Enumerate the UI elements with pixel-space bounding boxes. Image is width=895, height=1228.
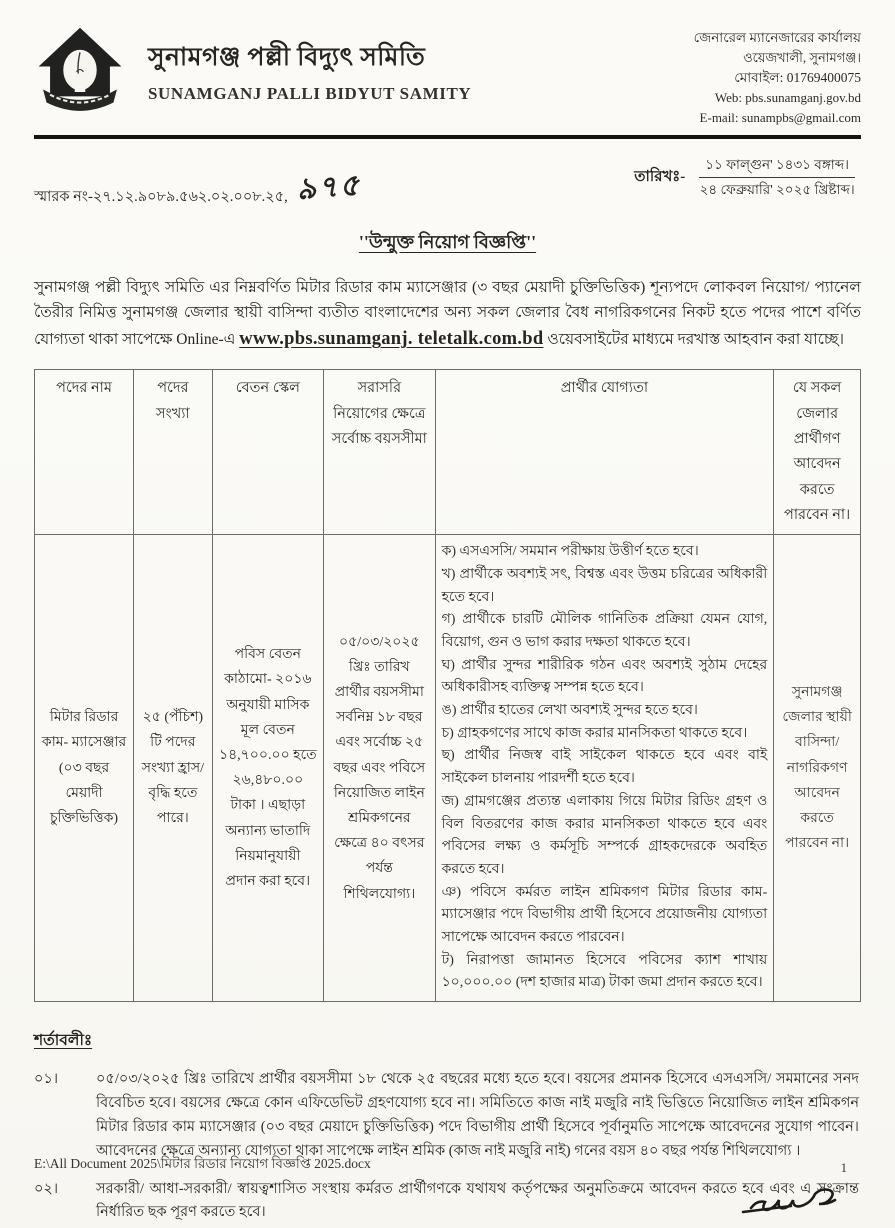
qualification-item: ছ) প্রার্থীর নিজস্ব বাই সাইকেল থাকতে হবে এবং বাই সাইকেল চালনায় পারদর্শী হতে হবে। [441, 748, 768, 787]
table-row [35, 535, 861, 1001]
header-divider [34, 135, 861, 139]
memo-number: স্মারক নং-২৭.১২.৯০৮৯.৫৬২.০২.০০৮.২৫, [34, 189, 288, 205]
memo-date-row [34, 155, 861, 218]
contact-block [694, 26, 861, 127]
col-header-excluded-districts: যে সকল জেলার প্রার্থীগণ আবেদন করতে পারবেন না। [774, 370, 861, 535]
term-text: সরকারী/ আধা-সরকারী/ স্বায়ত্বশাসিত সংস্থায় কর্মরত প্রার্থীগণকে যথাযথ কর্তৃপক্ষের অনুমতিক্রমে আবেদন করতে হবে এবং এ সংক্রান্ত নির্ধারিত ছক পূরণ করতে হবে। [96, 1180, 859, 1221]
org-name-english: SUNAMGANJ PALLI BIDYUT SAMITY [148, 83, 472, 103]
qualification-item: চ) গ্রাহকগণের সাথে কাজ করার মানসিকতা থাকতে হবে। [441, 725, 748, 741]
application-website-link[interactable]: www.pbs.sunamganj. teletalk.com.bd [239, 329, 544, 350]
term-number: ০২। [34, 1180, 59, 1197]
page-number: 1 [840, 1161, 847, 1175]
file-path: E:\All Document 2025\মিটার রিডার নিয়োগ বিজ্ঞপ্তি 2025.docx [34, 1156, 371, 1171]
term-text: ০৫/০৩/২০২৫ খ্রিঃ তারিখে প্রার্থীর বয়সসীমা ১৮ থেকে ২৫ বছরের মধ্যে হতে হবে। বয়সের প্রমানক হিসেবে এসএসসি/ সমমানের সনদ বিবেচিত হবে। বয়সের ক্ষেত্রে কোন এফিডেভিট গ্রহণযোগ্য হবে না। সমিতিতে কাজ নাই মজুরি নাই ভিত্তিতে নিয়োজিত লাইন শ্রমিকগন মিটার রিডার কাম ম্যাসেঞ্জার (০৩ বছর মেয়াদে চুক্তিভিত্তিক) পদে বিভাগীয় প্রার্থী হিসেবে পূর্বানুমতি সাপেক্ষে আবেদনের সুযোগ পাবেন। আবেদনের ক্ষেত্রে অন্যান্য যোগ্যতা থাকা সাপেক্ষে লাইন শ্রমিক (কাজ নাই মজুরি নাই) গনের বয়স ৪০ বছর পর্যন্ত শিথিলযোগ্য । [96, 1070, 859, 1159]
office-address: ওয়েজখালী, সুনামগঞ্জ। [743, 50, 861, 66]
qualification-item: খ) প্রার্থীকে অবশ্যই সৎ, বিশ্বস্ত এবং উত্তম চরিত্রের অধিকারী হতে হবে। [441, 567, 768, 605]
col-header-post-name: পদের নাম [35, 370, 134, 535]
mobile-number: মোবাইল: 01769400075 [734, 69, 861, 85]
page-footer [34, 1153, 861, 1176]
org-logo-icon [34, 26, 126, 114]
terms-heading: শর্তাবলীঃ [34, 1031, 93, 1049]
qualification-item: ঙ) প্রার্থীর হাতের লেখা অবশ্যই সুন্দর হতে হবে। [441, 703, 698, 719]
office-name: জেনারেল ম্যানেজারের কার্যালয় [693, 30, 861, 45]
term-item [34, 1068, 861, 1164]
col-header-pay-scale: বেতন স্কেল [212, 370, 324, 535]
excluded-districts-cell: সুনামগঞ্জ জেলার স্থায়ী বাসিন্দা/ নাগরিকগণ আবেদন করতে পারবেন না। [774, 535, 861, 1001]
letterhead [34, 26, 861, 127]
signature-icon [737, 1178, 857, 1224]
qualification-item: ঞ) পবিসে কর্মরত লাইন শ্রমিকগণ মিটার রিডার কাম- ম্যাসেঞ্জার পদে বিভাগীয় প্রার্থী হিসেবে প্রয়োজনীয় যোগ্যতা সাপেক্ষে আবেদন করতে পারবেন। [441, 884, 768, 945]
post-name-cell: মিটার রিডার কাম- ম্যাসেঞ্জার (০৩ বছর মেয়াদী চুক্তিভিত্তিক) [35, 535, 134, 1001]
qualification-item: জ) গ্রামগঞ্জের প্রত্যন্ত এলাকায় গিয়ে মিটার রিডিং গ্রহণ ও বিল বিতরণের কাজ করার মানসিকতা থাকতে হবে এবং পবিসের লক্ষ্য ও কর্মসূচি সম্পর্কে গ্রাহকদেরকে অবহিত করতে হবে। [441, 793, 768, 877]
qualification-item: ট) নিরাপত্তা জামানত হিসেবে পবিসের ক্যাশ শাখায় ১০,০০০.০০ (দশ হাজার মাত্র) টাকা জমা প্রদান করতে হবে। [441, 952, 768, 991]
col-header-qualifications: প্রার্থীর যোগ্যতা [435, 370, 774, 535]
qualifications-cell [435, 535, 774, 1001]
date-bangla: ১১ ফাল্গুন' ১৪৩১ বঙ্গাব্দ। [699, 155, 855, 178]
qualification-item: ক) এসএসসি/ সমমান পরীক্ষায় উত্তীর্ণ হতে হবে। [441, 544, 699, 560]
term-number: ০১। [34, 1070, 59, 1087]
date-gregorian: ২৪ ফেব্রুয়ারি' ২০২৫ খ্রিষ্টাব্দ। [699, 181, 855, 197]
post-count-cell: ২৫ (পঁচিশ) টি পদের সংখ্যা হ্রাস/বৃদ্ধি হতে পারে। [134, 535, 212, 1001]
qualification-item: গ) প্রার্থীকে চারটি মৌলিক গানিতিক প্রক্রিয়া যেমন যোগ, বিয়োগ, গুন ও ভাগ করার দক্ষতা থাকতে হবে। [441, 612, 768, 651]
email-address: E-mail: sunampbs@gmail.com [699, 109, 861, 125]
notice-title: ''উন্মুক্ত নিয়োগ বিজ্ঞপ্তি'' [358, 232, 537, 252]
table-header-row [35, 370, 861, 535]
vacancy-table [34, 369, 861, 1002]
org-name-bangla: সুনামগঞ্জ পল্লী বিদ্যুৎ সমিতি [148, 43, 426, 71]
qualification-item: ঘ) প্রার্থীর সুন্দর শারীরিক গঠন এবং অবশ্যই সুঠাম দেহের অধিকারীসহ ব্যক্তিত্ব সম্পন্ন হতে হবে। [441, 657, 768, 696]
date-label: তারিখঃ- [634, 168, 686, 185]
col-header-age-limit: সরাসরি নিয়োগের ক্ষেত্রে সর্বোচ্চ বয়সসীমা [324, 370, 436, 535]
handwritten-memo-number: ৯৭৫ [295, 167, 363, 208]
col-header-post-count: পদের সংখ্যা [134, 370, 212, 535]
website-url: Web: pbs.sunamganj.gov.bd [714, 90, 861, 105]
intro-text-before-url: সুনামগঞ্জ পল্লী বিদ্যুৎ সমিতি এর নিম্নবর্ণিত মিটার রিডার কাম ম্যাসেঞ্জার (৩ বছর মেয়াদী চুক্তিভিত্তিক) শূন্যপদে লোকবল নিয়োগ/ প্যানেল তৈরীর নিমিত্ত সুনামগঞ্জ জেলার স্থায়ী বাসিন্দা ব্যতীত বাংলাদেশের অন্য সকল জেলার বৈধ নাগরিকগনের নিকট হতে পদের পাশে বর্ণিত যোগ্যতা থাকা সাপেক্ষে Online-এ [34, 279, 861, 349]
age-limit-cell: ০৫/০৩/২০২৫ খ্রিঃ তারিখ প্রার্থীর বয়সসীমা সর্বনিম্ন ১৮ বছর এবং সর্বোচ্চ ২৫ বছর এবং পবিসে নিয়োজিত লাইন শ্রমিকগনের ক্ষেত্রে ৪০ বৎসর পর্যন্ত শিথিলযোগ্য। [324, 535, 436, 1001]
date-block [699, 155, 855, 199]
pay-scale-cell: পবিস বেতন কাঠামো- ২০১৬ অনুযায়ী মাসিক মূল বেতন ১৪,৭০০.০০ হতে ২৬,৪৮০.০০ টাকা । এছাড়া অন্যান্য ভাতাদি নিয়মানুযায়ী প্রদান করা হবে। [212, 535, 324, 1001]
intro-text-after-url: ওয়েবসাইটের মাধ্যমে দরখাস্ত আহবান করা যাচ্ছে। [543, 331, 845, 349]
intro-paragraph [34, 275, 861, 355]
